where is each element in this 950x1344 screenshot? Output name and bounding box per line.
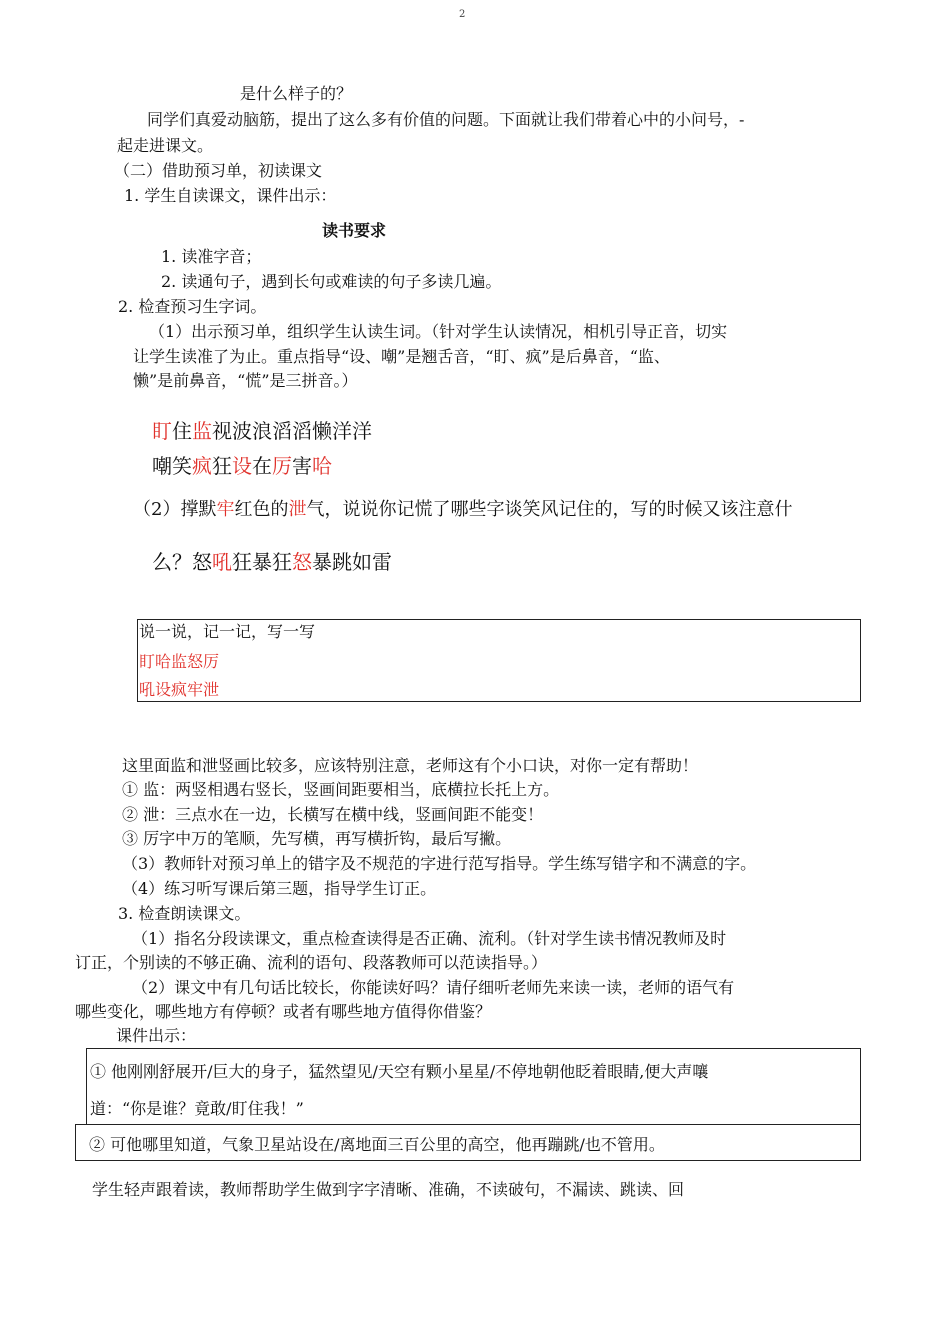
highlighted-character: 厉 <box>272 454 292 478</box>
practice-box-line-2: 吼设疯牢泄 <box>139 680 220 699</box>
requirement-1: 1. 读准字音； <box>161 247 262 266</box>
highlighted-character: 泄 <box>288 499 307 520</box>
vocabulary-text: 浪 <box>252 419 272 443</box>
vocabulary-text: 洋 <box>352 419 372 443</box>
paragraph-1-line-2: 让学生读准了为止。重点指导“设、嘲”是翘舌音，“盯、疯”是后鼻音，“监、 <box>133 347 670 366</box>
note-5: （4）练习听写课后第三题，指导学生订正。 <box>122 879 437 898</box>
vocabulary-text: 懒 <box>312 419 332 443</box>
vocabulary-text: 在 <box>252 454 272 478</box>
vocabulary-text: 洋 <box>332 419 352 443</box>
paragraph-2-line-2: 订正，个别读的不够正确、流利的语句、段落教师可以范读指导。） <box>75 953 548 972</box>
highlighted-character: 设 <box>232 454 252 478</box>
vocabulary-text: 害 <box>292 454 312 478</box>
paragraph-3-line-2: 哪些变化，哪些地方有停顿？或者有哪些地方值得你借鉴？ <box>75 1002 492 1021</box>
item-1: 1. 学生自读课文，课件出示： <box>124 186 337 205</box>
highlighted-character: 怒 <box>292 550 312 574</box>
vocabulary-text: （2） <box>133 499 181 520</box>
vocabulary-text: 滔 <box>292 419 312 443</box>
note-1: ① 监：两竖相遇右竖长，竖画间距要相当，底横拉长托上方。 <box>122 780 560 799</box>
paragraph-1-line-1: （1）出示预习单，组织学生认读生词。（针对学生认读情况，相机引导正音，切实 <box>149 322 728 341</box>
highlighted-character: 牢 <box>216 499 235 520</box>
practice-box-line-1: 盯哈监怒厉 <box>139 652 220 671</box>
final-paragraph: 学生轻声跟着读，教师帮助学生做到字字清晰、准确，不读破句，不漏读、跳读、回 <box>92 1180 685 1199</box>
vocabulary-text: 视 <box>212 419 232 443</box>
highlighted-character: 吼 <box>212 550 232 574</box>
sentence-1-line-1: ① 他刚刚舒展开/巨大的身子，猛然望见/天空有颗小星星/不停地朝他眨着眼睛,便大声嚷 <box>90 1062 709 1081</box>
sentence-1-line-2: 道：“你是谁？竟敢/盯住我！” <box>90 1099 304 1118</box>
practice-box <box>137 619 861 702</box>
intro-line-2: 同学们真爱动脑筋，提出了这么多有价值的问题。下面就让我们带着心中的小问号，- <box>147 110 745 129</box>
intro-line-3: 起走进课文。 <box>117 136 214 155</box>
vocabulary-row-2 <box>152 452 332 480</box>
requirement-2: 2. 读通句子，遇到长句或难读的句子多读几遍。 <box>161 272 502 291</box>
paragraph-2-line-1: （1）指名分段读课文，重点检查读得是否正确、流利。（针对学生读书情况教师及时 <box>132 929 727 948</box>
vocabulary-text: 撑默 <box>180 499 217 520</box>
vocabulary-text: 狂暴狂 <box>232 550 292 574</box>
vocabulary-text: 么？怒 <box>152 550 212 574</box>
vocabulary-text: 红色的 <box>234 499 289 520</box>
highlighted-character: 监 <box>192 419 212 443</box>
vocabulary-row-1 <box>152 417 372 445</box>
paragraph-3-line-1: （2）课文中有几句话比较长，你能读好吗？请仔细听老师先来读一读，老师的语气有 <box>132 978 735 997</box>
highlighted-character: 疯 <box>192 454 212 478</box>
paragraph-1-line-3: 懒”是前鼻音，“慌”是三拼音。） <box>133 371 358 390</box>
vocabulary-text: 狂 <box>212 454 232 478</box>
note-2: ② 泄：三点水在一边，长横写在横中线，竖画间距不能变！ <box>122 805 544 824</box>
courseware-label: 课件出示： <box>116 1026 197 1045</box>
vocabulary-row-3 <box>133 496 792 524</box>
note-3: ③ 厉字中万的笔顺，先写横，再写横折钩，最后写撇。 <box>122 829 512 848</box>
sentence-2-line-1: ② 可他哪里知道，气象卫星站设在/离地面三百公里的高空，他再蹦跳/也不管用。 <box>89 1135 665 1154</box>
page-number: 2 <box>459 9 466 20</box>
item-3: 3. 检查朗读课文。 <box>118 904 251 923</box>
highlighted-character: 盯 <box>152 419 172 443</box>
highlighted-character: 哈 <box>312 454 332 478</box>
vocabulary-row-4 <box>152 548 392 576</box>
vocabulary-text: 气，说说你记慌了哪些字谈笑风记住的，写的时候又该注意什 <box>306 499 793 520</box>
vocabulary-text: 笑 <box>172 454 192 478</box>
practice-box-title: 说一说，记一记，写一写 <box>139 622 316 641</box>
item-2: 2. 检查预习生字词。 <box>118 297 267 316</box>
vocabulary-text: 住 <box>172 419 192 443</box>
note-4: （3）教师针对预习单上的错字及不规范的字进行范写指导。学生练写错字和不满意的字。 <box>122 854 757 873</box>
sentence-box-2 <box>75 1124 861 1161</box>
vocabulary-text: 嘲 <box>152 454 172 478</box>
intro-line-1: 是什么样子的？ <box>240 84 353 103</box>
vocabulary-text: 波 <box>232 419 252 443</box>
reading-requirements-title: 读书要求 <box>322 221 387 240</box>
note-intro: 这里面监和泄竖画比较多，应该特别注意，老师这有个小口诀，对你一定有帮助！ <box>122 756 699 775</box>
vocabulary-text: 滔 <box>272 419 292 443</box>
section-heading-2: （二）借助预习单，初读课文 <box>114 161 323 180</box>
vocabulary-text: 暴跳如雷 <box>312 550 392 574</box>
sentence-box-1 <box>86 1048 861 1125</box>
